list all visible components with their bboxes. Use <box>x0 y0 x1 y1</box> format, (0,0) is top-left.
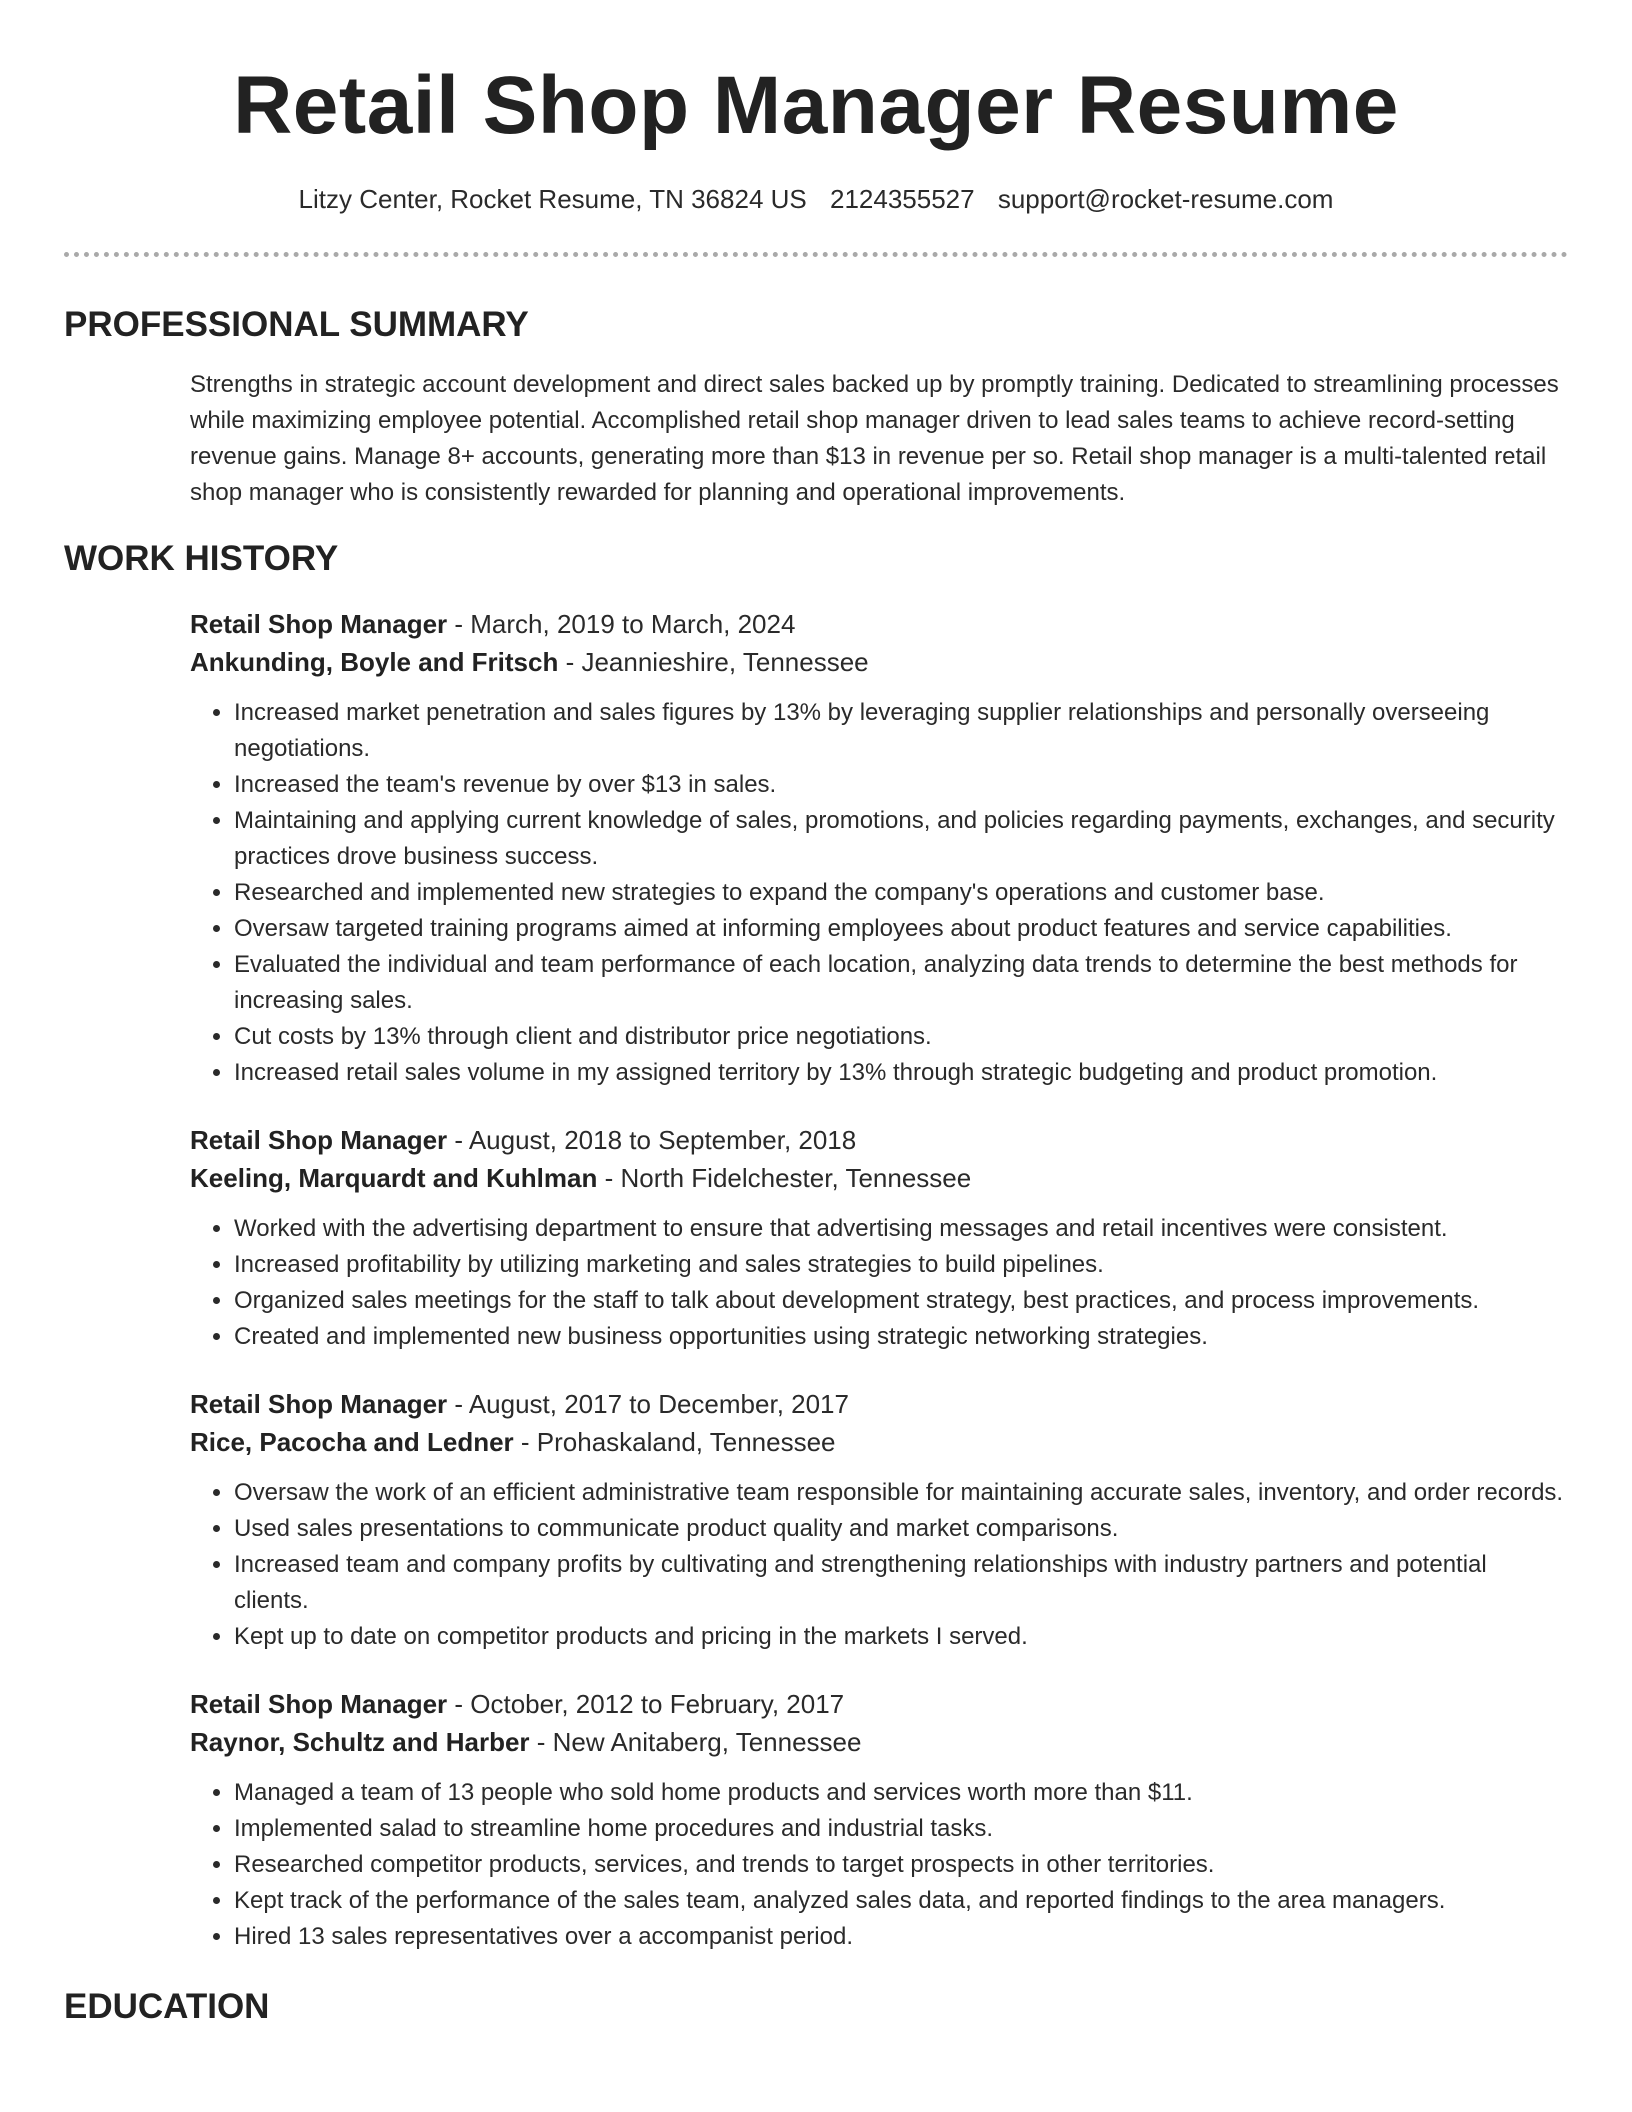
job-bullet: • Increased the team's revenue by over $13 in sales. <box>234 767 1568 803</box>
job-bullet: • Cut costs by 13% through client and distributor price negotiations. <box>234 1019 1568 1055</box>
job-bullet: • Created and implemented new business opportunities using strategic networking strategies. <box>234 1319 1568 1355</box>
job-entry <box>190 1121 1568 1355</box>
job-location: - New Anitaberg, Tennessee <box>529 1727 862 1757</box>
job-bullet: • Kept track of the performance of the sales team, analyzed sales data, and reported findings to the area managers. <box>234 1883 1568 1919</box>
job-company: Rice, Pacocha and Ledner <box>190 1427 514 1457</box>
job-bullet: • Maintaining and applying current knowledge of sales, promotions, and policies regarding payments, exchanges, and security practices drove business success. <box>234 803 1568 875</box>
job-bullets <box>190 1475 1568 1655</box>
job-bullets <box>190 695 1568 1091</box>
job-bullets <box>190 1775 1568 1955</box>
contact-line <box>64 182 1568 216</box>
summary-text: Strengths in strategic account development and direct sales backed up by promptly training. Dedicated to streamlining processes while maximizing employee potential. Accomplished retail shop manager driven to lead sales teams to achieve record-setting revenue gains. Manage 8+ accounts, generating more than $13 in revenue per so. Retail shop manager is a multi-talented retail shop manager who is consistently rewarded for planning and operational improvements. <box>190 371 1559 506</box>
job-location: - Jeannieshire, Tennessee <box>558 647 869 677</box>
job-title: Retail Shop Manager <box>190 1389 448 1419</box>
job-title-line <box>190 1385 1568 1423</box>
job-company-line <box>190 1723 1568 1761</box>
job-bullet: • Increased retail sales volume in my assigned territory by 13% through strategic budgeting and product promotion. <box>234 1055 1568 1091</box>
job-company: Keeling, Marquardt and Kuhlman <box>190 1163 598 1193</box>
education-heading: EDUCATION <box>64 1987 270 2026</box>
job-company-line <box>190 1423 1568 1461</box>
job-bullet: • Increased team and company profits by cultivating and strengthening relationships with industry partners and potential clients. <box>234 1547 1568 1619</box>
job-location: - Prohaskaland, Tennessee <box>513 1427 836 1457</box>
job-dates: - March, 2019 to March, 2024 <box>447 609 796 639</box>
job-title: Retail Shop Manager <box>190 609 448 639</box>
job-bullet: • Researched and implemented new strategies to expand the company's operations and customer base. <box>234 875 1568 911</box>
job-title-line <box>190 1685 1568 1723</box>
header-divider <box>64 252 1568 257</box>
job-bullet: • Hired 13 sales representatives over a accompanist period. <box>234 1919 1568 1955</box>
job-dates: - October, 2012 to February, 2017 <box>447 1689 845 1719</box>
job-bullet: • Kept up to date on competitor products and pricing in the markets I served. <box>234 1619 1568 1655</box>
job-company-line <box>190 1159 1568 1197</box>
job-company: Ankunding, Boyle and Fritsch <box>190 647 559 677</box>
job-bullet: • Used sales presentations to communicate product quality and market comparisons. <box>234 1511 1568 1547</box>
job-location: - North Fidelchester, Tennessee <box>597 1163 972 1193</box>
job-bullet: • Implemented salad to streamline home procedures and industrial tasks. <box>234 1811 1568 1847</box>
job-title-line <box>190 605 1568 643</box>
job-bullet: • Oversaw the work of an efficient administrative team responsible for maintaining accurate sales, inventory, and order records. <box>234 1475 1568 1511</box>
resume-title: Retail Shop Manager Resume <box>233 60 1399 151</box>
job-title: Retail Shop Manager <box>190 1689 448 1719</box>
contact-email: support@rocket-resume.com <box>997 184 1334 214</box>
contact-phone: 2124355527 <box>829 184 975 214</box>
job-bullet: • Increased market penetration and sales figures by 13% by leveraging supplier relationships and personally overseeing negotiations. <box>234 695 1568 767</box>
job-bullet: • Organized sales meetings for the staff to talk about development strategy, best practices, and process improvements. <box>234 1283 1568 1319</box>
summary-heading: PROFESSIONAL SUMMARY <box>64 305 529 344</box>
job-entry <box>190 605 1568 1091</box>
job-bullet: • Researched competitor products, services, and trends to target prospects in other territories. <box>234 1847 1568 1883</box>
job-entry <box>190 1385 1568 1655</box>
job-company-line <box>190 643 1568 681</box>
job-bullet: • Evaluated the individual and team performance of each location, analyzing data trends to determine the best methods for increasing sales. <box>234 947 1568 1019</box>
job-title-line <box>190 1121 1568 1159</box>
job-bullet: • Oversaw targeted training programs aimed at informing employees about product features and service capabilities. <box>234 911 1568 947</box>
job-company: Raynor, Schultz and Harber <box>190 1727 530 1757</box>
contact-address: Litzy Center, Rocket Resume, TN 36824 US <box>298 184 807 214</box>
resume-page <box>64 0 1568 2029</box>
job-entry <box>190 1685 1568 1955</box>
job-bullet: • Worked with the advertising department to ensure that advertising messages and retail incentives were consistent. <box>234 1211 1568 1247</box>
job-dates: - August, 2017 to December, 2017 <box>447 1389 849 1419</box>
job-title: Retail Shop Manager <box>190 1125 448 1155</box>
work-history-heading: WORK HISTORY <box>64 539 339 578</box>
job-dates: - August, 2018 to September, 2018 <box>447 1125 857 1155</box>
job-bullet: • Managed a team of 13 people who sold home products and services worth more than $11. <box>234 1775 1568 1811</box>
job-bullets <box>190 1211 1568 1355</box>
job-bullet: • Increased profitability by utilizing marketing and sales strategies to build pipelines. <box>234 1247 1568 1283</box>
